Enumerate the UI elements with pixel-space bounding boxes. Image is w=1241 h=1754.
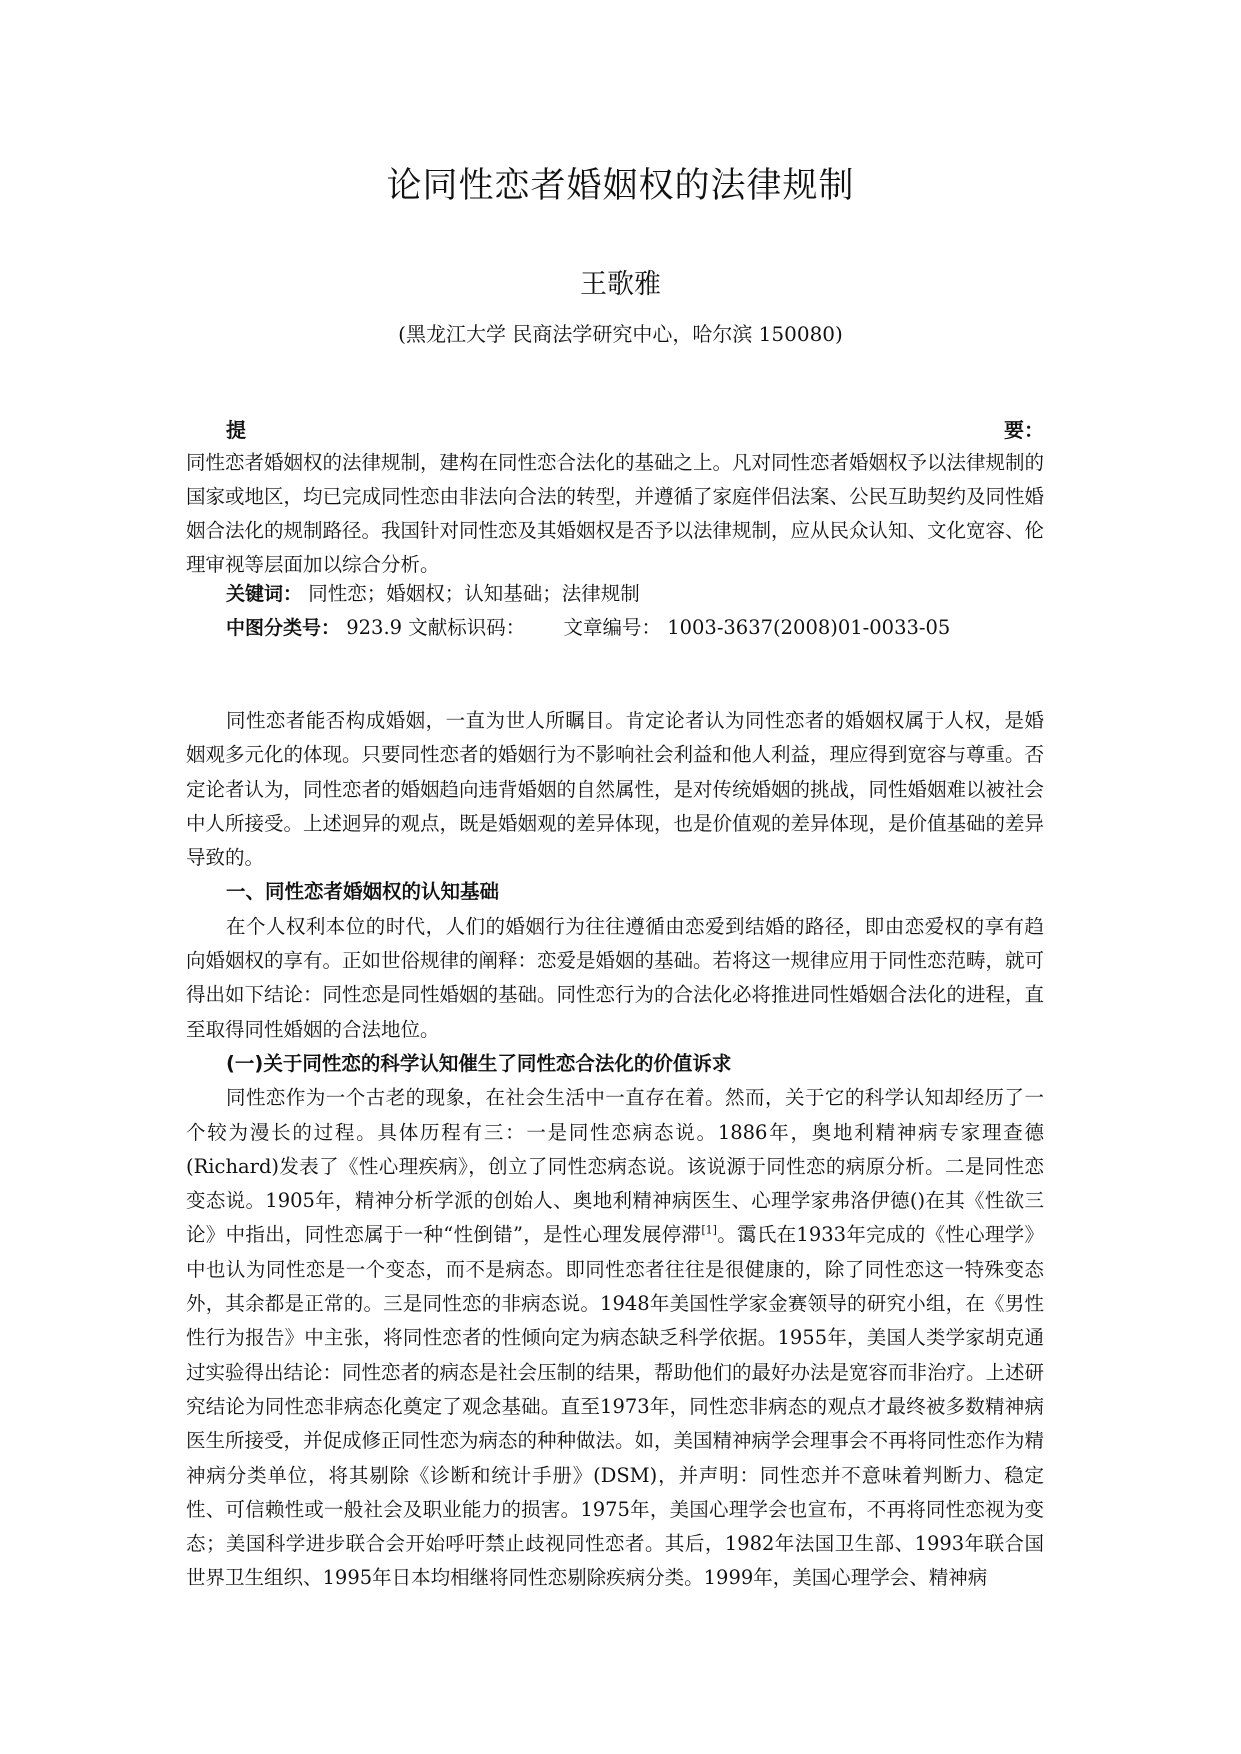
author-affiliation: (黑龙江大学 民商法学研究中心，哈尔滨 150080): [398, 322, 843, 346]
subsection-text-b: 。霭氏在1933年完成的《性心理学》中也认为同性恋是一个变态，而不是病态。即同性恋者往往是很健康的，除了同性恋这一特殊变态外，其余都是正常的。三是同性恋的非病态说。1948年美国性学家金赛领导的研究小组，在《男性性行为报告》中主张，将同性恋者的性倾向定为病态缺乏科学依据。1955年，美国人类学家胡克通过实验得出结论：同性恋者的病态是社会压制的结果，帮助他们的最好办法是宽容而非治疗。上述研究结论为同性恋非病态化奠定了观念基础。直至1973年，同性恋非病态的观点才最终被多数精神病医生所接受，并促成修正同性恋为病态的种种做法。如，美国精神病学会理事会不再将同性恋作为精神病分类单位，将其剔除《诊断和统计手册》(DSM)，并声明：同性恋并不意味着判断力、稳定性、可信赖性或一般社会及职业能力的损害。1975年，美国心理学会也宣布，不再将同性恋视为变态；美国科学进步联合会开始呼吁禁止歧视同性恋者。其后，1982年法国卫生部、1993年联合国世界卫生组织、1995年日本均相继将同性恋剔除疾病分类。1999年，美国心理学会、精神病: [186, 1223, 1045, 1590]
article-no-value: 1003-3637(2008)01-0033-05: [667, 616, 951, 639]
subsection-text-a: 同性恋作为一个古老的现象，在社会生活中一直存在着。然而，关于它的科学认知却经历了一个较为漫长的过程。具体历程有三：一是同性恋病态说。1886年，奥地利精神病专家理查德(Richard)发表了《性心理疾病》，创立了同性恋病态说。该说源于同性恋的病原分析。二是同性恋变态说。1905年，精神分析学派的创始人、奥地利精神病医生、心理学家弗洛伊德()在其《性欲三论》中指出，同性恋属于一种“性倒错”，是性心理发展停滞: [186, 1086, 1044, 1247]
abstract-label-left: 提: [226, 418, 246, 442]
section-paragraph: 在个人权利本位的时代，人们的婚姻行为往往遵循由恋爱到结婚的路径，即由恋爱权的享有趋向婚姻权的享有。正如世俗规律的阐释：恋爱是婚姻的基础。若将这一规律应用于同性恋范畴，就可得出如下结论：同性恋是同性婚姻的基础。同性恋行为的合法化必将推进同性婚姻合法化的进程，直至取得同性婚姻的合法地位。: [186, 914, 1045, 1041]
keywords-line: [226, 578, 640, 606]
author-name: 王歌雅: [580, 269, 661, 300]
intro-paragraph: 同性恋者能否构成婚姻，一直为世人所瞩目。肯定论者认为同性恋者的婚姻权属于人权，是婚姻观多元化的体现。只要同性恋者的婚姻行为不影响社会利益和他人利益，理应得到宽容与尊重。否定论者认为，同性恋者的婚姻趋向违背婚姻的自然属性，是对传统婚姻的挑战，同性婚姻难以被社会中人所接受。上述迥异的观点，既是婚姻观的差异体现，也是价值观的差异体现，是价值基础的差异导致的。: [186, 709, 1045, 870]
clc-label: 中图分类号：: [226, 617, 341, 639]
classification-line: [226, 612, 950, 640]
paper-title: 论同性恋者婚姻权的法律规制: [386, 166, 855, 206]
subsection-heading: (一)关于同性恋的科学认知催生了同性恋合法化的价值诉求: [226, 1051, 732, 1075]
keywords-value: 同性恋；婚姻权；认知基础；法律规制: [308, 582, 640, 605]
abstract-label-row: [226, 414, 1044, 444]
doc-code-label: 文献标识码：: [408, 616, 526, 639]
keywords-label: 关键词：: [226, 583, 303, 605]
article-no-label: 文章编号：: [563, 616, 661, 639]
clc-value: 923.9: [346, 616, 403, 639]
abstract-text: 同性恋者婚姻权的法律规制，建构在同性恋合法化的基础之上。凡对同性恋者婚姻权予以法律规制的国家或地区，均已完成同性恋由非法向合法的转型，并遵循了家庭伴侣法案、公民互助契约及同性婚姻合法化的规制路径。我国针对同性恋及其婚姻权是否予以法律规制，应从民众认知、文化宽容、伦理审视等层面加以综合分析。: [186, 451, 1045, 576]
section-heading: 一、同性恋者婚姻权的认知基础: [226, 880, 500, 904]
citation-ref[interactable]: [1]: [701, 1223, 717, 1237]
abstract-label-right: 要：: [1004, 418, 1044, 442]
subsection-paragraph: [186, 1081, 1044, 1595]
paper-body: [186, 704, 1044, 1596]
